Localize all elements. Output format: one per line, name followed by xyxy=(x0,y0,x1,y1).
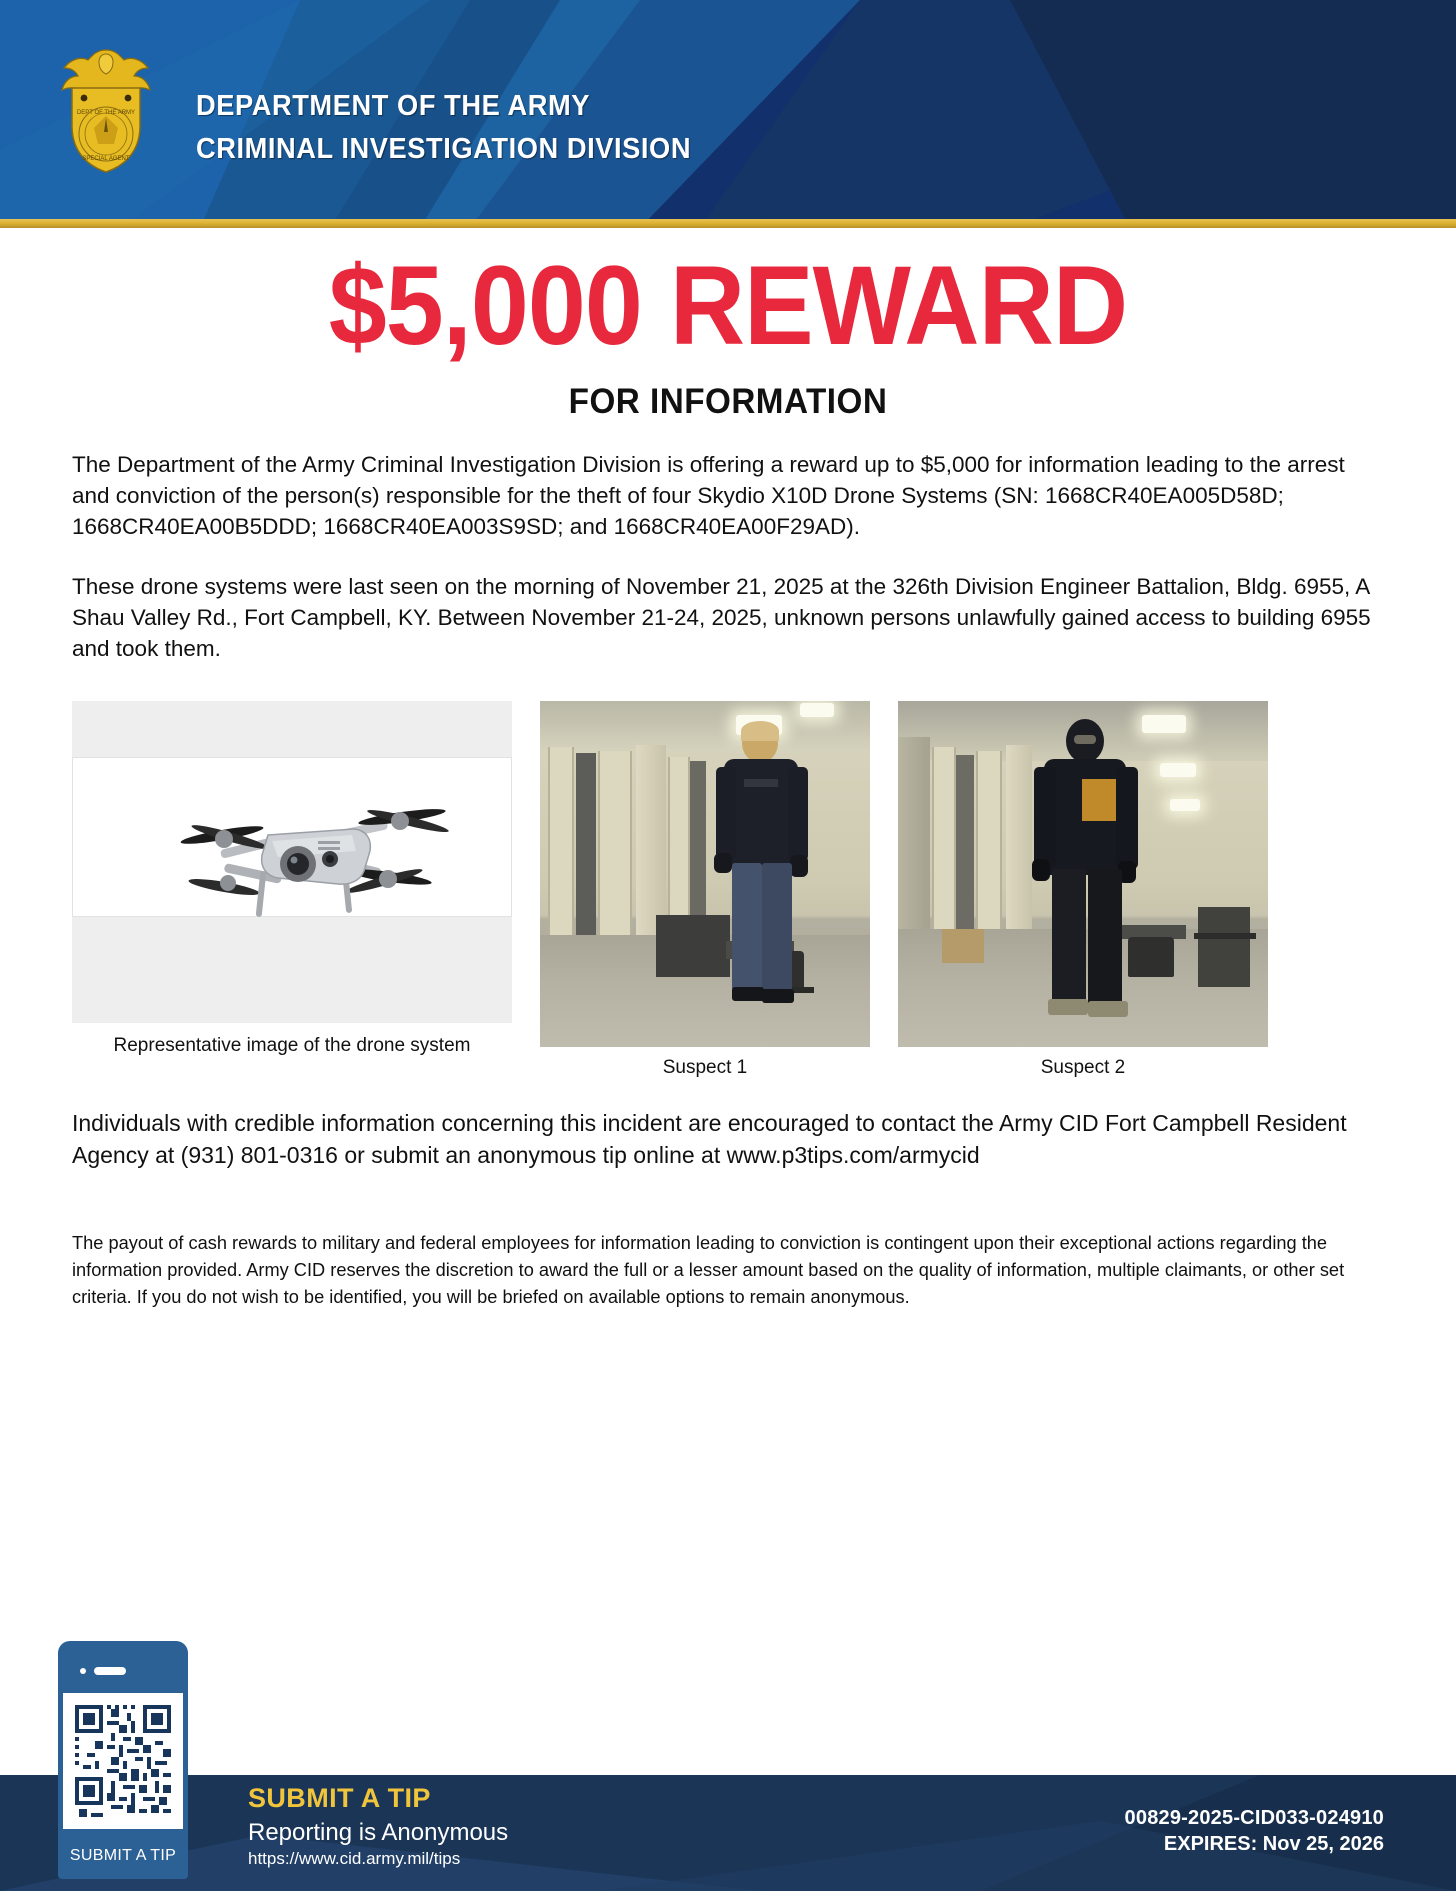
phone-submit-tip-label: SUBMIT A TIP xyxy=(69,1847,177,1864)
poster-body xyxy=(0,243,1456,1310)
footer-case-block xyxy=(1125,1807,1384,1856)
cctv-still-suspect-2-icon xyxy=(898,701,1268,1047)
gold-divider-rule xyxy=(0,219,1456,228)
reward-amount-heading: $5,000 REWARD xyxy=(328,243,1128,368)
poster-footer xyxy=(0,1719,1456,1891)
qr-code-icon[interactable] xyxy=(63,1693,183,1829)
contact-paragraph: Individuals with credible information concerning this incident are encouraged to contact the Army CID Fort Campbell Resident Agency at (931) 801-0316 or submit an anonymous tip online at www.p3tips.com/armycid xyxy=(72,1109,1347,1169)
agency-titles xyxy=(196,88,723,168)
figure-caption-suspect-2: Suspect 2 xyxy=(1040,1056,1126,1078)
phone-speaker-icon xyxy=(94,1667,126,1675)
incident-paragraph-1: The Department of the Army Criminal Investigation Division is offering a reward up to $5,000 for information leading to the arrest and conviction of the person(s) responsible for the theft of four Skydio X10D Drone Systems (SN: 1668CR40EA005D58D; 1668CR40EA00B5DDD; 1668CR40EA003S9SD; and 1668CR40EA00F29AD). xyxy=(72,452,1345,539)
submit-a-tip-phone-graphic[interactable] xyxy=(58,1641,188,1879)
phone-camera-dot-icon xyxy=(80,1668,86,1674)
suspect-2-figure xyxy=(1030,719,1148,1035)
incident-paragraph-2: These drone systems were last seen on the morning of November 21, 2025 at the 326th Division Engineer Battalion, Bldg. 6955, A Shau Valley Rd., Fort Campbell, KY. Between November 21-24, 2025, unknown persons unlawfully gained access to building 6955 and took them. xyxy=(72,574,1371,662)
figure-suspect-1 xyxy=(540,701,870,1079)
division-title: CRIMINAL INVESTIGATION DIVISION xyxy=(196,133,692,166)
tips-url-link[interactable]: https://www.cid.army.mil/tips xyxy=(248,1849,461,1868)
footer-tip-block xyxy=(248,1783,508,1869)
evidence-image-row xyxy=(72,701,1384,1079)
figure-drone xyxy=(72,701,512,1057)
for-information-subheading: FOR INFORMATION xyxy=(568,382,888,421)
figure-caption-drone: Representative image of the drone system xyxy=(113,1034,471,1056)
submit-a-tip-heading: SUBMIT A TIP xyxy=(248,1783,431,1813)
disclaimer-paragraph: The payout of cash rewards to military and federal employees for information leading to conviction is contingent upon their exceptional actions regarding the information provided. Army CID reserves the discretion to award the full or a lesser amount based on the quality of information, multiple claimants, or other set criteria. If you do not wish to be identified, you will be briefed on available options to remain anonymous. xyxy=(72,1232,1345,1308)
svg-text:SPECIAL AGENT: SPECIAL AGENT xyxy=(82,156,130,162)
svg-text:DEPT OF THE ARMY: DEPT OF THE ARMY xyxy=(76,110,136,116)
figure-suspect-2 xyxy=(898,701,1268,1079)
suspect-1-figure xyxy=(708,723,818,1023)
cctv-still-suspect-1-icon xyxy=(540,701,870,1047)
qr-code-matrix xyxy=(71,1701,175,1821)
case-number: 00829-2025-CID033-024910 xyxy=(1124,1807,1384,1829)
cid-special-agent-badge-icon xyxy=(58,44,154,176)
poster-header xyxy=(0,0,1456,228)
expiration-date: EXPIRES: Nov 25, 2026 xyxy=(1163,1833,1384,1855)
figure-caption-suspect-1: Suspect 1 xyxy=(662,1056,748,1078)
anonymous-reporting-text: Reporting is Anonymous xyxy=(248,1819,509,1846)
drone-image-frame xyxy=(72,701,512,1023)
quadcopter-drone-photo-icon xyxy=(72,731,512,961)
department-title: DEPARTMENT OF THE ARMY xyxy=(196,90,591,122)
